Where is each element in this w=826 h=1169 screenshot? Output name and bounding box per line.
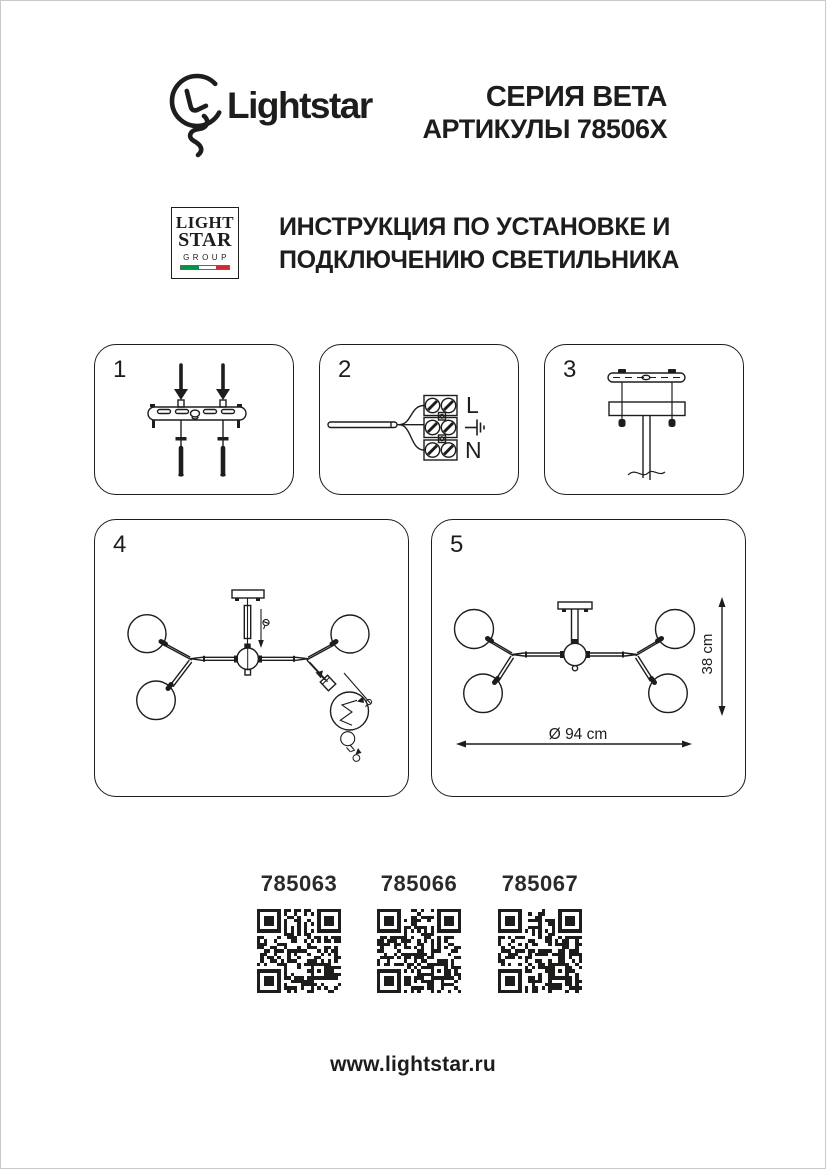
website-url: www.lightstar.ru [330,1053,496,1076]
article-code: 785067 [501,871,579,896]
step5-number: 5 [450,531,464,558]
series-title: СЕРИЯ BETA [485,81,667,113]
bracket-side-view [608,369,685,382]
screw-arrow [258,609,270,648]
step1-panel [94,344,294,495]
instruction-heading [279,211,679,277]
brand-wordmark: Lightstar [227,85,372,126]
canopy-and-stem [609,402,685,480]
step4-panel [94,519,409,797]
article-code: 785066 [380,871,458,896]
right-arms-and-globes [586,610,695,713]
step3-number: 3 [563,356,577,383]
article-code: 785063 [260,871,338,896]
badge-word-light: LIGHT [175,213,235,232]
step1-number: 1 [113,356,127,383]
heading-line1: ИНСТРУКЦИЯ ПО УСТАНОВКЕ И [279,213,671,241]
step2-number: 2 [338,356,352,383]
central-hub [234,648,262,675]
step4-assembly-diagram [95,520,410,798]
screws-and-anchors [174,365,230,477]
globe-detail-inset [331,673,373,761]
step2-panel [319,344,519,495]
canopy-and-stem [232,590,264,649]
lightstar-group-badge [171,207,239,279]
left-arms-and-globes [455,610,565,713]
right-arms-and-sockets [258,615,369,691]
step2-wiring-diagram [320,345,520,496]
canopy-and-stem [558,602,592,644]
article-qr-item [377,871,461,998]
height-dimension-label: 38 cm [699,633,716,675]
step5-dimensions-diagram [432,520,747,798]
badge-word-group: GROUP [183,253,230,262]
mounting-bar [148,404,246,428]
italian-flag-stripe [180,265,230,270]
step4-number: 4 [113,531,127,558]
step1-mounting-bracket-diagram [95,345,295,496]
fixing-screws [619,382,676,427]
qr-code [257,909,341,993]
neutral-label: N [465,437,482,463]
heading-line2: ПОДКЛЮЧЕНИЮ СВЕТИЛЬНИКА [279,246,680,274]
wire-labels [465,392,484,463]
series-header [423,81,667,145]
badge-word-star: STAR [178,229,232,251]
supply-cable [328,406,424,451]
article-qr-item [257,871,341,998]
central-hub [560,643,590,671]
qr-code [377,909,461,993]
step5-panel [431,519,746,797]
terminal-blocks [424,396,457,461]
lightstar-bulb-logo-icon [167,69,227,161]
article-qr-item [498,871,582,998]
articles-subtitle: АРТИКУЛЫ 78506X [422,114,667,145]
step3-panel [544,344,744,495]
live-label: L [466,392,479,418]
step3-canopy-diagram [545,345,745,496]
left-arms-and-globes [128,615,238,720]
diameter-dimension-label: Ø 94 cm [548,726,608,743]
dimension-arrows [456,597,726,748]
qr-code [498,909,582,993]
earth-symbol-icon [465,420,484,436]
